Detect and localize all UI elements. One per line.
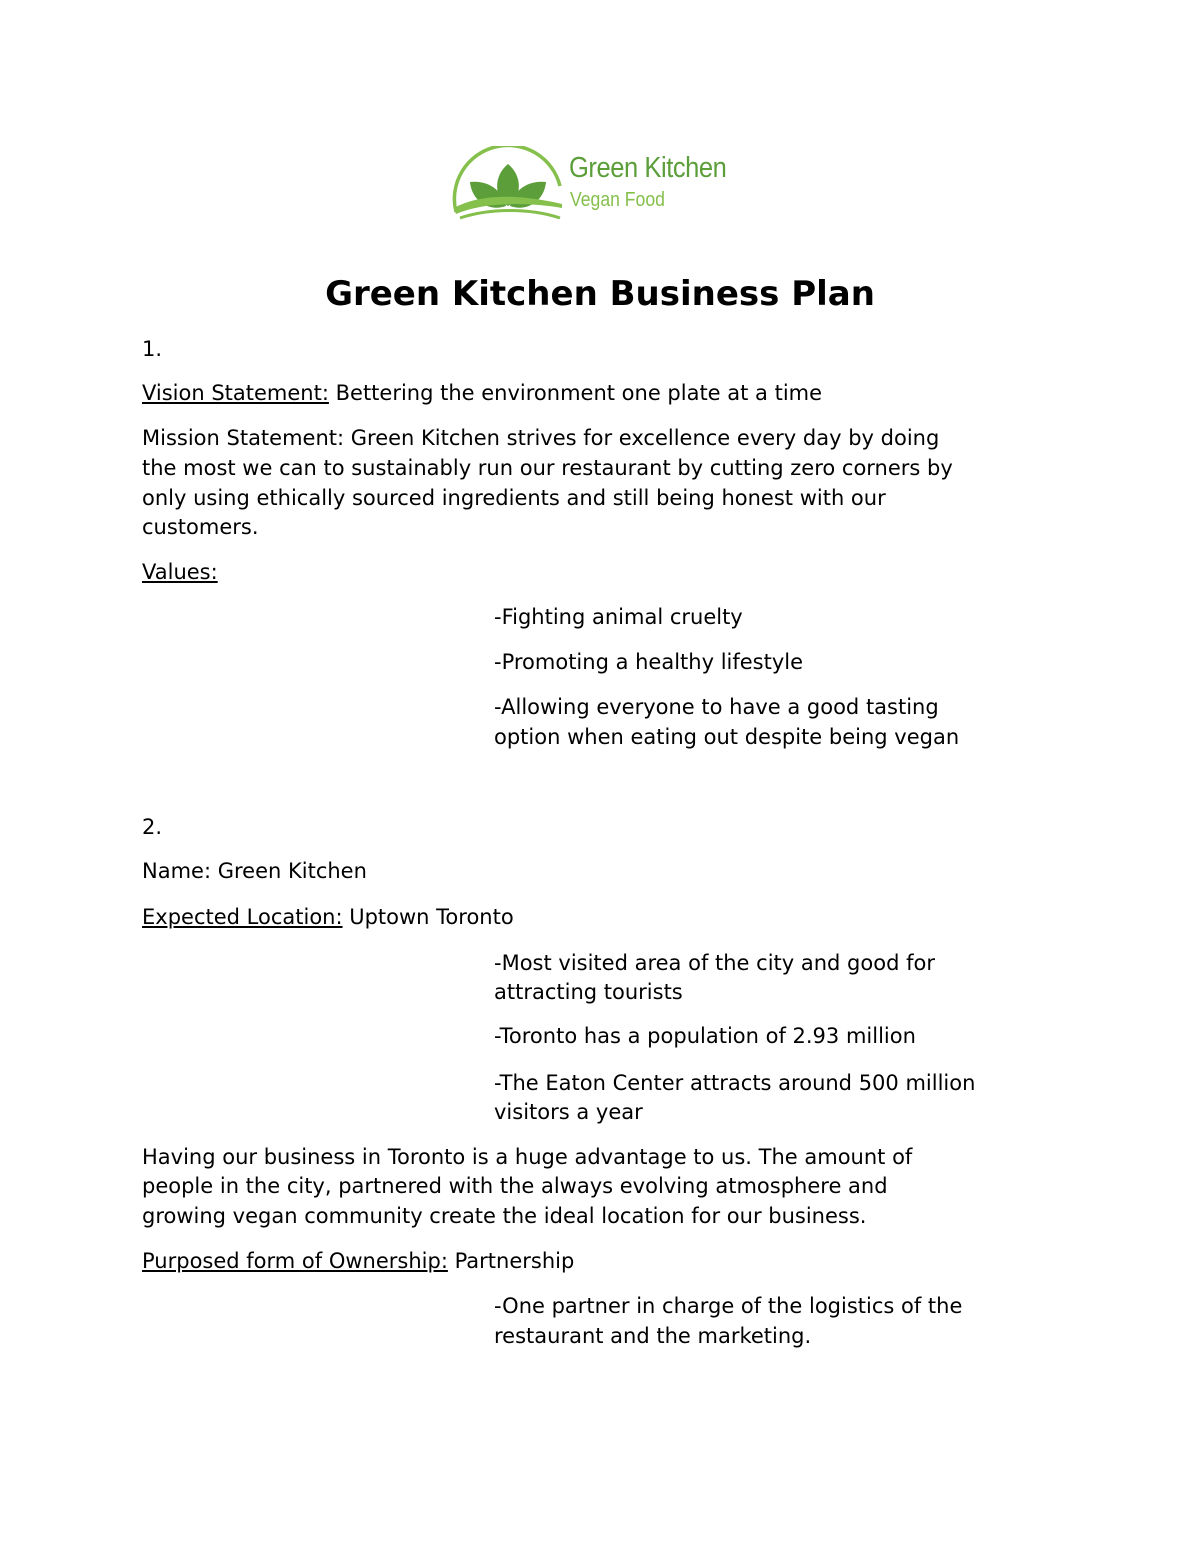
value-item: -Allowing everyone to have a good tasting bbox=[494, 695, 939, 719]
location-paragraph-line: growing vegan community create the ideal location for our business. bbox=[142, 1204, 867, 1228]
section-2-number: 2. bbox=[142, 815, 163, 839]
logo-name-text: Green Kitchen bbox=[569, 152, 727, 184]
location-point: -Toronto has a population of 2.93 million bbox=[494, 1024, 916, 1048]
leaf-emblem-icon bbox=[450, 146, 568, 228]
ownership-text: Partnership bbox=[447, 1249, 575, 1273]
logo-tagline-text: Vegan Food bbox=[570, 189, 665, 211]
ownership-point: -One partner in charge of the logistics of the bbox=[494, 1294, 963, 1318]
values-label: Values: bbox=[142, 560, 218, 584]
location-paragraph-line: people in the city, partnered with the always evolving atmosphere and bbox=[142, 1174, 888, 1198]
location-point: -The Eaton Center attracts around 500 million bbox=[494, 1071, 976, 1095]
vision-label: Vision Statement: bbox=[142, 381, 329, 405]
ownership-form bbox=[142, 1246, 574, 1276]
mission-line: only using ethically sourced ingredients and still being honest with our bbox=[142, 486, 886, 510]
vision-statement bbox=[142, 378, 822, 408]
location-text: Uptown Toronto bbox=[342, 905, 514, 929]
document-title: Green Kitchen Business Plan bbox=[325, 274, 875, 314]
green-kitchen-logo bbox=[450, 146, 750, 228]
business-name: Name: Green Kitchen bbox=[142, 859, 367, 883]
location-point: visitors a year bbox=[494, 1100, 643, 1124]
location-point: -Most visited area of the city and good for bbox=[494, 951, 935, 975]
mission-line: the most we can to sustainably run our restaurant by cutting zero corners by bbox=[142, 456, 953, 480]
location-label: Expected Location: bbox=[142, 905, 343, 929]
ownership-label: Purposed form of Ownership: bbox=[142, 1249, 448, 1273]
value-item: -Fighting animal cruelty bbox=[494, 605, 743, 629]
mission-line: Mission Statement: Green Kitchen strives for excellence every day by doing bbox=[142, 426, 940, 450]
ownership-point: restaurant and the marketing. bbox=[494, 1324, 812, 1348]
vision-text: Bettering the environment one plate at a time bbox=[328, 381, 823, 405]
value-item: option when eating out despite being vegan bbox=[494, 725, 960, 749]
location-paragraph-line: Having our business in Toronto is a huge advantage to us. The amount of bbox=[142, 1145, 913, 1169]
section-1-number: 1. bbox=[142, 337, 163, 361]
expected-location bbox=[142, 902, 514, 932]
mission-line: customers. bbox=[142, 515, 259, 539]
location-point: attracting tourists bbox=[494, 980, 683, 1004]
value-item: -Promoting a healthy lifestyle bbox=[494, 650, 804, 674]
